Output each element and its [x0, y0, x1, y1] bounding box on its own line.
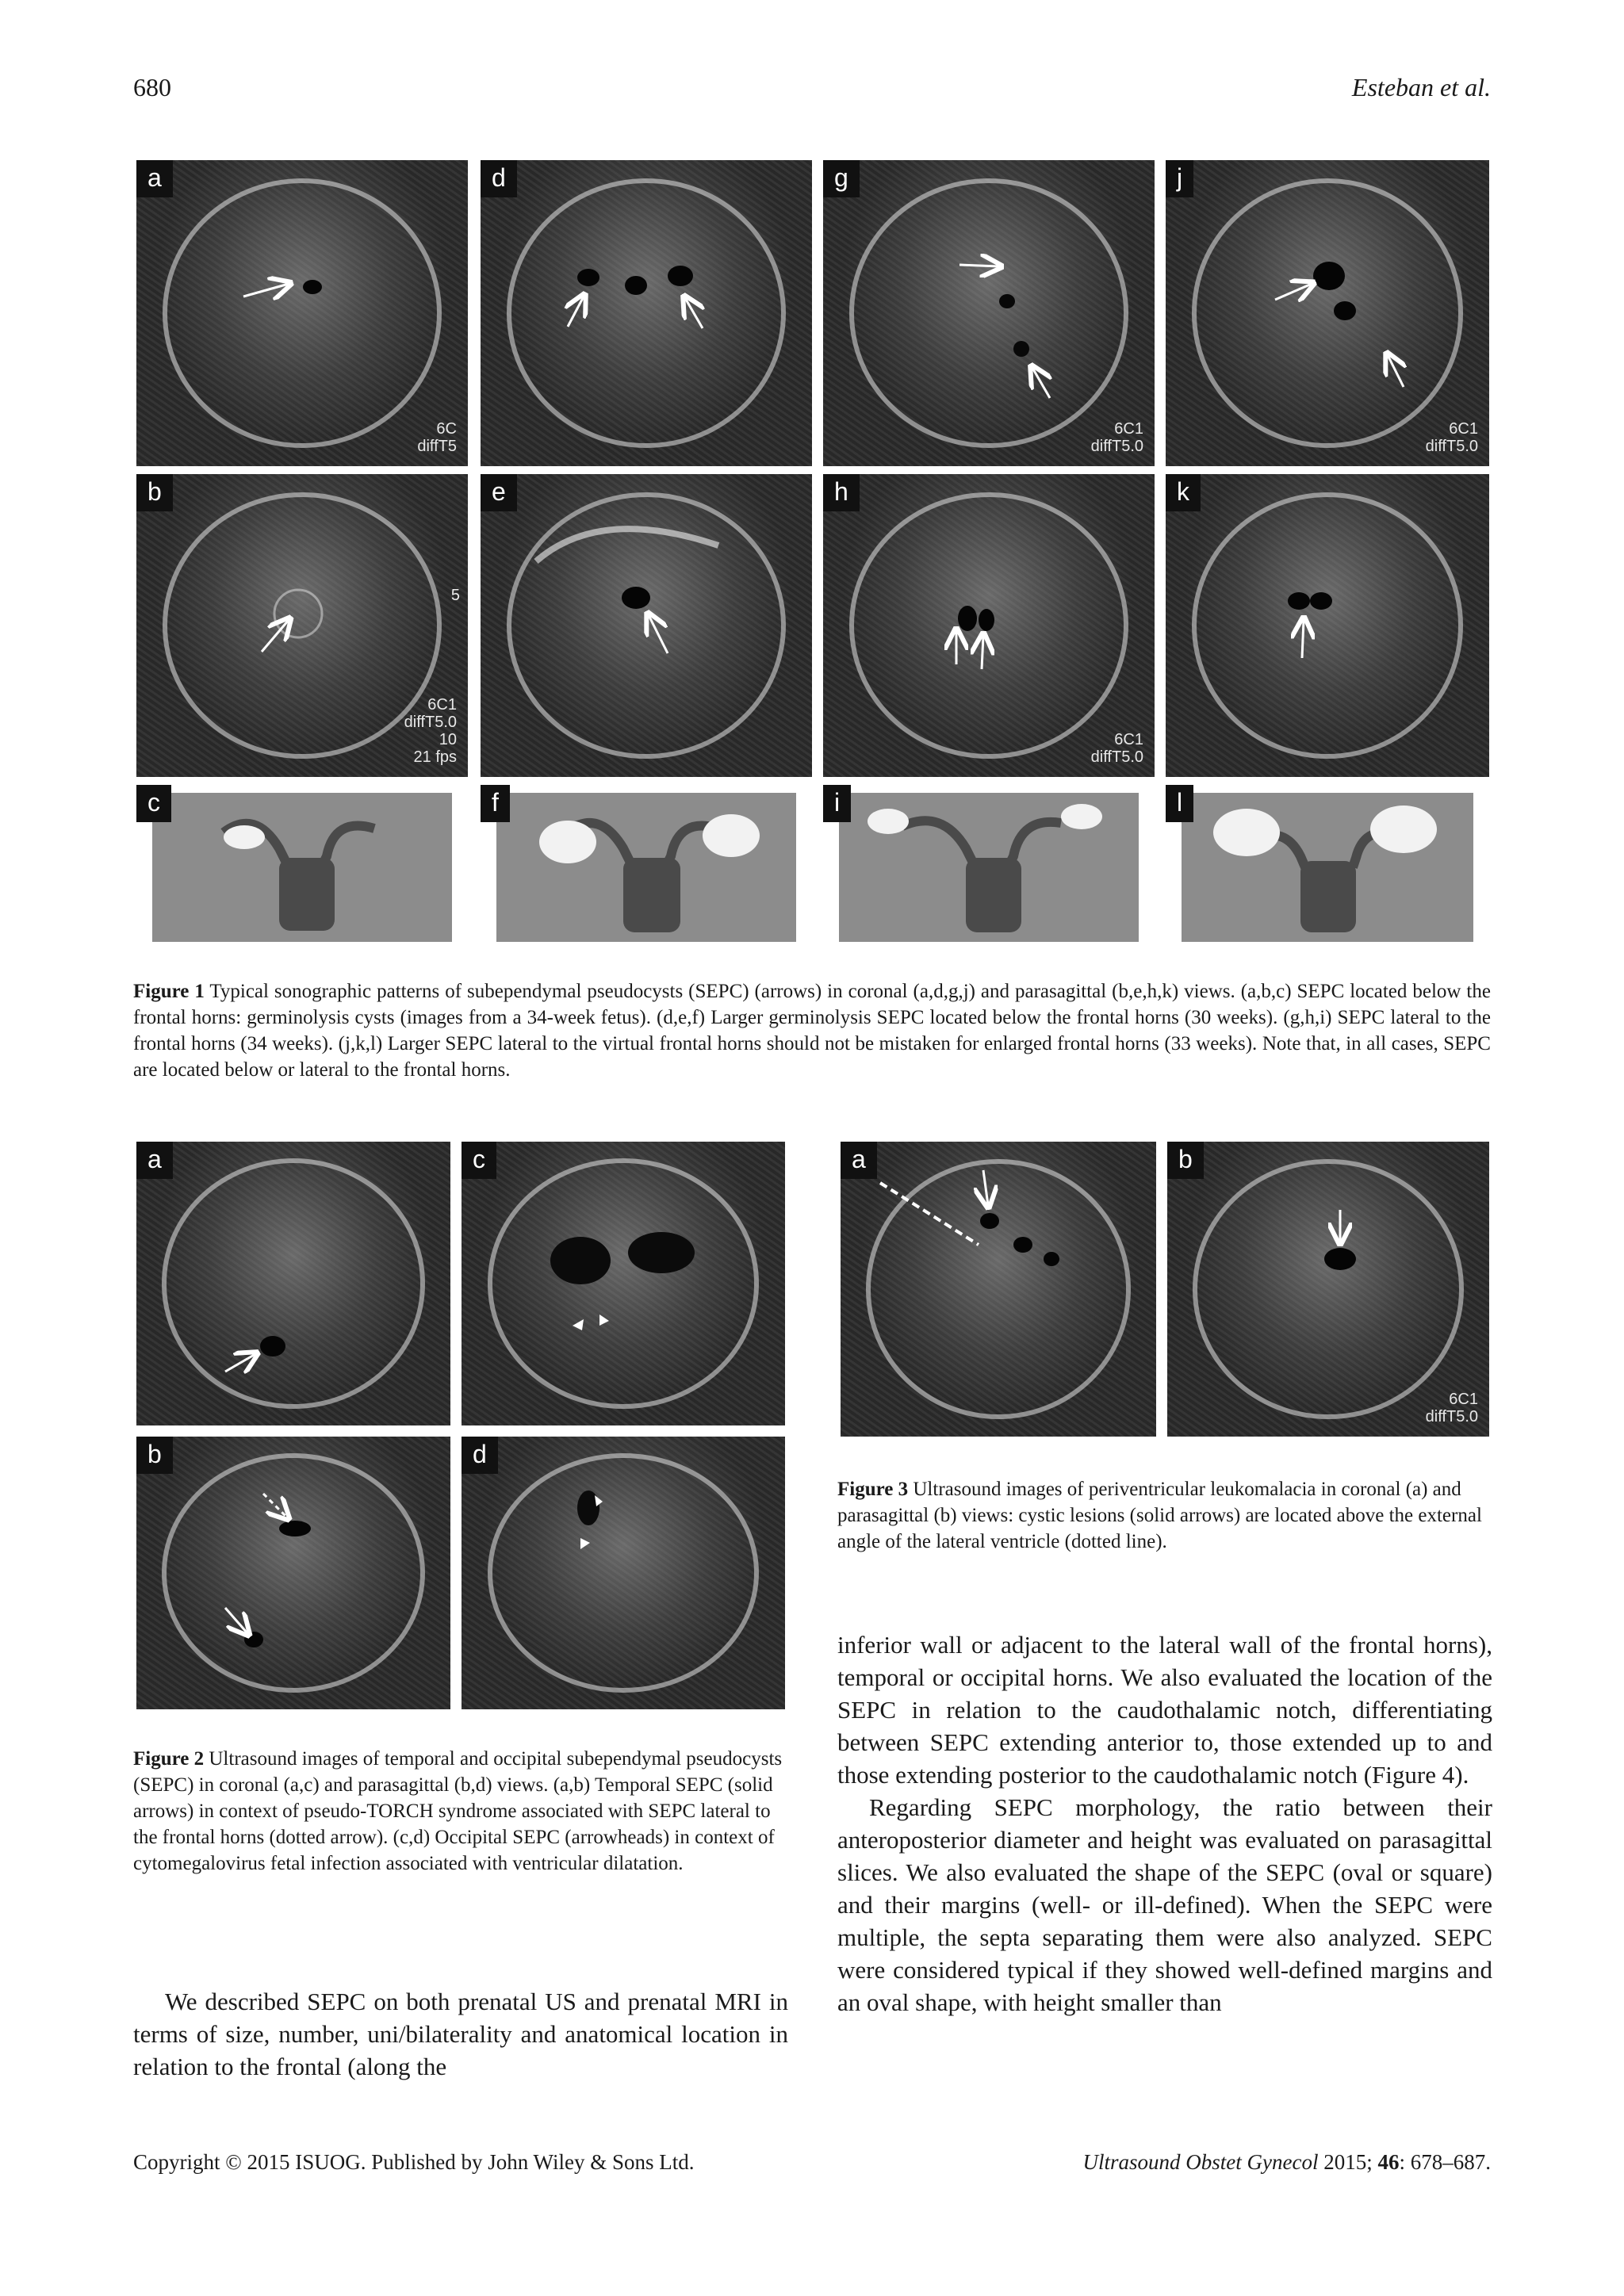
scanner-label: 6C1 diffT5.0 10 21 fps — [404, 696, 457, 766]
figure-1-panel-k — [1166, 474, 1489, 777]
scanner-label: 6C1 diffT5.0 — [1090, 731, 1143, 766]
figure-2-caption — [133, 1746, 785, 1877]
scale-tick-10: 10 — [439, 731, 457, 748]
figure-3-panel-a — [841, 1142, 1156, 1437]
journal-year: 2015; — [1318, 2150, 1378, 2174]
panel-letter: b — [1167, 1142, 1204, 1179]
figure-3-panel-b — [1167, 1142, 1489, 1437]
panel-letter: d — [481, 160, 517, 197]
panel-letter: c — [136, 785, 171, 822]
figure-1-panel-h — [823, 474, 1155, 777]
panel-letter: g — [823, 160, 860, 197]
figure-2-caption-text: Ultrasound images of temporal and occipital subependymal pseudocysts (SEPC) in coronal (a,c) and parasagittal (b,d) views. (a,b) Temporal SEPC (solid arrows) in context of pseudo-TORCH syndrome associated with SEPC lateral to the frontal horns (dotted arrow). (c,d) Occipital SEPC (arrowheads) in context of cytomegalovirus fetal infection associated with ventricular dilatation. — [133, 1748, 783, 1874]
scanner-label: 6C1 diffT5.0 — [1090, 420, 1143, 455]
figure-2-panel-d — [462, 1437, 785, 1709]
figure-3-caption-text: Ultrasound images of periventricular leukomalacia in coronal (a) and parasagittal (b) views: cystic lesions (solid arrows) are located above the external angle of the lateral ventricle (dotted line). — [837, 1479, 1482, 1552]
figure-1-panel-d — [481, 160, 812, 466]
figure-1-panel-b — [136, 474, 468, 777]
scanner-label: 6C diffT5 — [417, 420, 457, 455]
panel-letter: j — [1166, 160, 1193, 197]
page-number: 680 — [133, 73, 171, 101]
panel-letter: a — [136, 1142, 173, 1179]
body-left-column — [133, 1985, 788, 2083]
figure-3 — [841, 1142, 1489, 1437]
panel-letter: b — [136, 474, 173, 511]
figure-1-panel-j — [1166, 160, 1489, 466]
figure-1-panel-a — [136, 160, 468, 466]
panel-letter: k — [1166, 474, 1201, 511]
panel-letter: h — [823, 474, 860, 511]
panel-letter: f — [481, 785, 510, 822]
figure-2-panel-c — [462, 1142, 785, 1425]
figure-1-caption — [133, 978, 1491, 1083]
journal-citation — [1083, 2150, 1492, 2175]
figure-1-panel-i — [823, 785, 1155, 942]
figure-2 — [136, 1142, 785, 1709]
figure-1-panel-l — [1166, 785, 1489, 942]
figure-1-panel-f — [481, 785, 812, 942]
scanner-label: 6C1 diffT5.0 — [1425, 1391, 1478, 1425]
running-author: Esteban et al. — [1351, 73, 1491, 101]
body-paragraph: inferior wall or adjacent to the lateral wall of the frontal horns), temporal or occipital horns. We also evaluated the location of the SEPC in relation to the caudothalamic notch, differentiating between SEPC extending anterior to, those extended up to and those extending posterior to the caudothalamic notch (Figure 4). — [837, 1631, 1492, 1789]
figure-2-panel-a — [136, 1142, 450, 1425]
figure-3-label: Figure 3 — [837, 1479, 909, 1500]
figure-2-label: Figure 2 — [133, 1748, 205, 1770]
figure-1-caption-text: Typical sonographic patterns of subependymal pseudocysts (SEPC) (arrows) in coronal (a,d,g,j) and parasagittal (b,e,h,k) views. (a,b,c) SEPC located below the frontal horns: germinolysis cysts (images from a 34-week fetus). (d,e,f) Larger germinolysis SEPC located below the frontal horns (30 weeks). (g,h,i) SEPC lateral to the frontal horns (34 weeks). (j,k,l) Larger SEPC lateral to the virtual frontal horns should not be mistaken for enlarged frontal horns (33 weeks). Note that, in all cases, SEPC are located below or lateral to the frontal horns. — [133, 981, 1491, 1081]
panel-letter: a — [841, 1142, 877, 1179]
copyright-notice: Copyright © 2015 ISUOG. Published by John Wiley & Sons Ltd. — [133, 2150, 695, 2174]
journal-pages: : 678–687. — [1399, 2150, 1491, 2174]
figure-1-label: Figure 1 — [133, 981, 205, 1002]
figure-1-panel-g — [823, 160, 1155, 466]
journal-volume: 46 — [1377, 2150, 1400, 2174]
body-paragraph: Regarding SEPC morphology, the ratio between their anteroposterior diameter and height was evaluated on parasagittal slices. We also evaluated the shape of the SEPC (oval or square) and their margins (well- or ill-defined). When the SEPC were multiple, the septa separating them were also analyzed. SEPC were considered typical if they showed well-defined margins and an oval shape, with height smaller than — [837, 1793, 1492, 2016]
body-right-column — [837, 1628, 1492, 2019]
panel-letter: d — [462, 1437, 498, 1474]
panel-letter: l — [1166, 785, 1193, 822]
panel-letter: b — [136, 1437, 173, 1474]
scanner-label: 6C1 diffT5.0 — [1425, 420, 1478, 455]
figure-3-caption — [837, 1476, 1489, 1555]
scale-tick-5: 5 — [450, 587, 460, 604]
journal-name: Ultrasound Obstet Gynecol — [1082, 2150, 1319, 2174]
body-paragraph: We described SEPC on both prenatal US and prenatal MRI in terms of size, number, uni/bilaterality and anatomical location in relation to the frontal (along the — [133, 1988, 788, 2080]
panel-letter: a — [136, 160, 173, 197]
panel-letter: e — [481, 474, 517, 511]
figure-2-panel-b — [136, 1437, 450, 1709]
panel-letter: i — [823, 785, 851, 822]
figure-1 — [136, 160, 1489, 942]
figure-1-panel-e — [481, 474, 812, 777]
figure-1-panel-c — [136, 785, 468, 942]
panel-letter: c — [462, 1142, 496, 1179]
